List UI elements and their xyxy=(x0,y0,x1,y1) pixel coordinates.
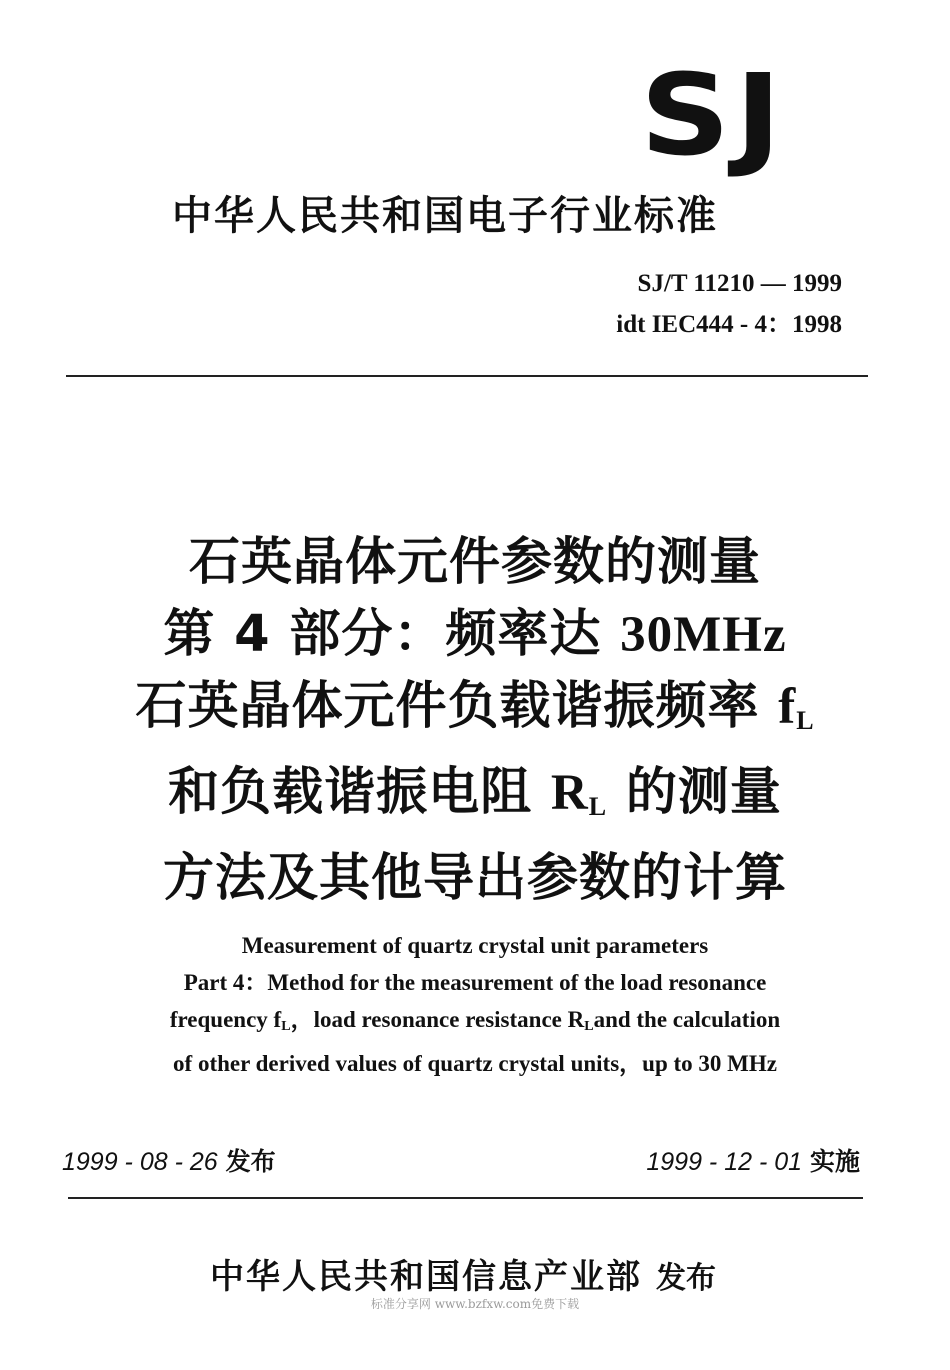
standard-number: SJ/T 11210 — 1999 xyxy=(637,270,842,297)
implementation-date-label: 实施 xyxy=(809,1147,860,1176)
chinese-title-line-3-text: 石英晶体元件负载谐振频率 xyxy=(135,677,779,736)
sj-logo: SJ xyxy=(640,51,786,181)
industry-standard-heading: 中华人民共和国电子行业标准 xyxy=(172,193,718,239)
identical-standard-reference: idt IEC444 - 4：1998 xyxy=(616,311,842,338)
english-title-line-2: Part 4：Method for the measurement of the load resonance xyxy=(183,970,767,995)
chinese-title-line-4-text: 和负载谐振电阻 xyxy=(168,763,551,822)
chinese-title-subscript-l: L xyxy=(796,706,815,735)
chinese-title-line-2-text: 第 4 部分：频率达 xyxy=(163,605,621,664)
chinese-title-subscript-l-2: L xyxy=(588,792,608,821)
english-title-subscript-l: L xyxy=(281,1019,291,1034)
top-divider xyxy=(66,375,868,377)
chinese-title-symbol-r: R xyxy=(550,765,589,821)
chinese-title-line-2 xyxy=(0,599,950,671)
issue-date xyxy=(62,1149,276,1175)
chinese-title-frequency-limit: 30MHz xyxy=(620,607,787,663)
english-title-line-3 xyxy=(0,1001,950,1045)
chinese-title xyxy=(0,527,950,915)
watermark-text: 标准分享网 www.bzfxw.com免费下载 xyxy=(370,1297,580,1311)
issue-date-label: 发布 xyxy=(225,1147,276,1176)
chinese-title-symbol-f: f xyxy=(778,679,797,735)
publisher-name: 中华人民共和国信息产业部 xyxy=(210,1257,642,1297)
chinese-title-line-3 xyxy=(0,671,950,757)
bottom-divider xyxy=(68,1197,863,1199)
english-title-line-4: of other derived values of quartz crystal units，up to 30 MHz xyxy=(173,1051,777,1076)
english-title-line-1: Measurement of quartz crystal unit parameters xyxy=(241,933,709,958)
implementation-date-value: 1999 - 12 - 01 xyxy=(646,1148,803,1176)
issue-date-value: 1999 - 08 - 26 xyxy=(62,1148,218,1176)
english-title-line-3-a: frequency f xyxy=(169,1007,282,1032)
english-title xyxy=(0,927,950,1082)
chinese-title-line-4 xyxy=(0,757,950,843)
english-title-line-3-c: and the calculation xyxy=(593,1007,781,1032)
english-title-subscript-l-2: L xyxy=(584,1019,594,1034)
implementation-date xyxy=(646,1149,860,1175)
publish-label: 发布 xyxy=(656,1261,716,1296)
chinese-title-line-5: 方法及其他导出参数的计算 xyxy=(162,849,787,908)
english-title-line-3-b: ，load resonance resistance R xyxy=(290,1007,585,1032)
chinese-title-line-4-tail: 的测量 xyxy=(607,763,782,822)
chinese-title-line-1: 石英晶体元件参数的测量 xyxy=(188,533,761,592)
